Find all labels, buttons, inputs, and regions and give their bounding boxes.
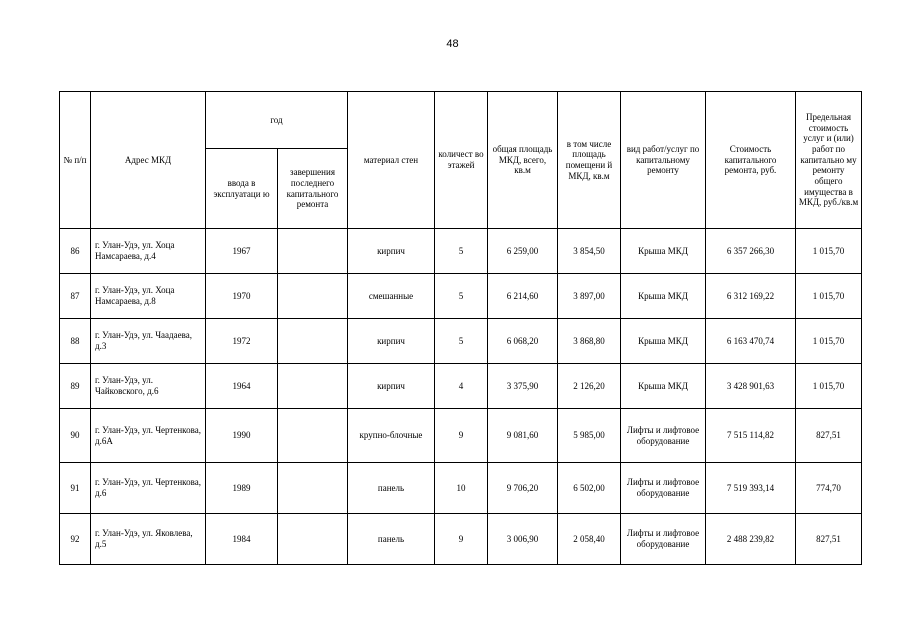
cell-work-type: Крыша МКД xyxy=(621,364,706,409)
cell-year-commissioning: 1972 xyxy=(206,319,278,364)
cell-premises-area: 2 058,40 xyxy=(558,514,621,565)
header-floors: количест во этажей xyxy=(435,92,488,229)
cell-premises-area: 3 897,00 xyxy=(558,274,621,319)
cell-year-commissioning: 1970 xyxy=(206,274,278,319)
cell-work-type: Крыша МКД xyxy=(621,229,706,274)
cell-repair-cost: 6 312 169,22 xyxy=(706,274,796,319)
cell-work-type: Лифты и лифтовое оборудование xyxy=(621,514,706,565)
cell-premises-area: 3 868,80 xyxy=(558,319,621,364)
cell-premises-area: 2 126,20 xyxy=(558,364,621,409)
cell-work-type: Крыша МКД xyxy=(621,274,706,319)
cell-num: 89 xyxy=(60,364,91,409)
cell-repair-cost: 3 428 901,63 xyxy=(706,364,796,409)
cell-repair-cost: 6 357 266,30 xyxy=(706,229,796,274)
table-row xyxy=(60,463,862,514)
cell-repair-cost: 6 163 470,74 xyxy=(706,319,796,364)
table-row xyxy=(60,364,862,409)
cell-year-commissioning: 1984 xyxy=(206,514,278,565)
cell-total-area: 9 081,60 xyxy=(488,409,558,463)
cell-year-commissioning: 1967 xyxy=(206,229,278,274)
cell-floors: 4 xyxy=(435,364,488,409)
header-year-commissioning: ввода в эксплуатаци ю xyxy=(206,149,278,229)
cell-year-last-repair xyxy=(278,364,348,409)
table-row xyxy=(60,319,862,364)
cell-floors: 10 xyxy=(435,463,488,514)
cell-total-area: 6 214,60 xyxy=(488,274,558,319)
cell-unit-cost: 774,70 xyxy=(796,463,862,514)
cell-wall-material: панель xyxy=(348,463,435,514)
cell-address: г. Улан-Удэ, ул. Чаадаева, д.3 xyxy=(91,319,206,364)
cell-repair-cost: 7 515 114,82 xyxy=(706,409,796,463)
cell-address: г. Улан-Удэ, ул. Хоца Намсараева, д.4 xyxy=(91,229,206,274)
cell-wall-material: кирпич xyxy=(348,229,435,274)
cell-year-last-repair xyxy=(278,229,348,274)
table-row xyxy=(60,514,862,565)
cell-wall-material: крупно-блочные xyxy=(348,409,435,463)
cell-year-commissioning: 1964 xyxy=(206,364,278,409)
cell-total-area: 3 375,90 xyxy=(488,364,558,409)
header-year-group: год xyxy=(206,92,348,149)
cell-address: г. Улан-Удэ, ул. Яковлева, д.5 xyxy=(91,514,206,565)
cell-address: г. Улан-Удэ, ул. Хоца Намсараева, д.8 xyxy=(91,274,206,319)
header-year-last-repair: завершения последнего капитального ремонта xyxy=(278,149,348,229)
cell-wall-material: кирпич xyxy=(348,364,435,409)
cell-num: 91 xyxy=(60,463,91,514)
header-work-type: вид работ/услуг по капитальному ремонту xyxy=(621,92,706,229)
header-repair-cost: Стоимость капитального ремонта, руб. xyxy=(706,92,796,229)
page-number: 48 xyxy=(446,38,459,50)
cell-year-last-repair xyxy=(278,409,348,463)
table-row xyxy=(60,229,862,274)
cell-year-commissioning: 1989 xyxy=(206,463,278,514)
cell-premises-area: 6 502,00 xyxy=(558,463,621,514)
table-row xyxy=(60,409,862,463)
cell-year-last-repair xyxy=(278,514,348,565)
cell-floors: 9 xyxy=(435,514,488,565)
cell-num: 90 xyxy=(60,409,91,463)
cell-year-last-repair xyxy=(278,463,348,514)
cell-premises-area: 5 985,00 xyxy=(558,409,621,463)
cell-num: 87 xyxy=(60,274,91,319)
cell-floors: 5 xyxy=(435,229,488,274)
cell-address: г. Улан-Удэ, ул. Чертенкова, д.6А xyxy=(91,409,206,463)
cell-work-type: Лифты и лифтовое оборудование xyxy=(621,463,706,514)
cell-wall-material: панель xyxy=(348,514,435,565)
cell-unit-cost: 1 015,70 xyxy=(796,229,862,274)
cell-num: 86 xyxy=(60,229,91,274)
header-total-area: общая площадь МКД, всего, кв.м xyxy=(488,92,558,229)
cell-unit-cost: 1 015,70 xyxy=(796,319,862,364)
cell-wall-material: кирпич xyxy=(348,319,435,364)
cell-num: 92 xyxy=(60,514,91,565)
cell-year-last-repair xyxy=(278,274,348,319)
cell-total-area: 6 259,00 xyxy=(488,229,558,274)
cell-work-type: Лифты и лифтовое оборудование xyxy=(621,409,706,463)
table-row xyxy=(60,274,862,319)
cell-floors: 9 xyxy=(435,409,488,463)
repair-table xyxy=(59,91,862,565)
cell-floors: 5 xyxy=(435,319,488,364)
cell-total-area: 9 706,20 xyxy=(488,463,558,514)
header-premises-area: в том числе площадь помещени й МКД, кв.м xyxy=(558,92,621,229)
cell-address: г. Улан-Удэ, ул. Чайковского, д.6 xyxy=(91,364,206,409)
header-unit-cost: Предельная стоимость услуг и (или) работ по капитально му ремонту общего имущества в МКД, руб./кв.м xyxy=(796,92,862,229)
cell-unit-cost: 1 015,70 xyxy=(796,274,862,319)
cell-repair-cost: 2 488 239,82 xyxy=(706,514,796,565)
cell-year-commissioning: 1990 xyxy=(206,409,278,463)
cell-address: г. Улан-Удэ, ул. Чертенкова, д.6 xyxy=(91,463,206,514)
header-num: № п/п xyxy=(60,92,91,229)
cell-year-last-repair xyxy=(278,319,348,364)
cell-num: 88 xyxy=(60,319,91,364)
cell-unit-cost: 1 015,70 xyxy=(796,364,862,409)
cell-unit-cost: 827,51 xyxy=(796,409,862,463)
cell-floors: 5 xyxy=(435,274,488,319)
header-wall-material: материал стен xyxy=(348,92,435,229)
header-address: Адрес МКД xyxy=(91,92,206,229)
cell-premises-area: 3 854,50 xyxy=(558,229,621,274)
cell-total-area: 6 068,20 xyxy=(488,319,558,364)
cell-total-area: 3 006,90 xyxy=(488,514,558,565)
cell-wall-material: смешанные xyxy=(348,274,435,319)
cell-work-type: Крыша МКД xyxy=(621,319,706,364)
cell-unit-cost: 827,51 xyxy=(796,514,862,565)
cell-repair-cost: 7 519 393,14 xyxy=(706,463,796,514)
